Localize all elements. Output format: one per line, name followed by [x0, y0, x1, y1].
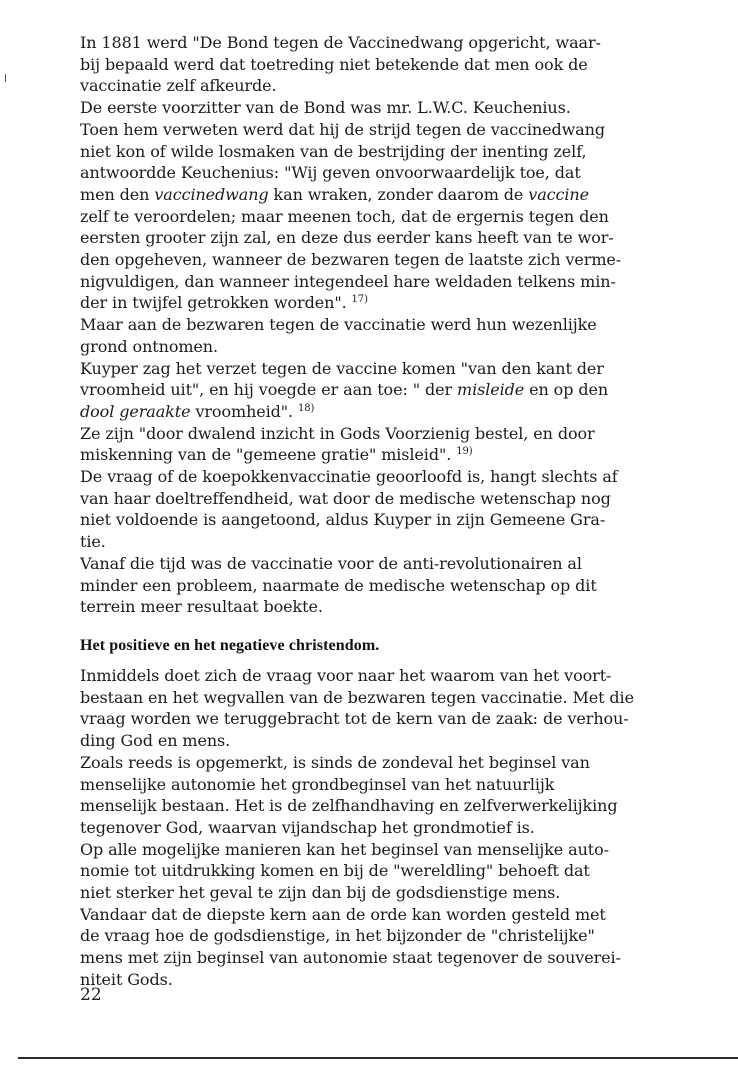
emphasis: vaccine [528, 184, 589, 204]
text-line: menselijke autonomie het grondbeginsel van het natuurlijk [80, 774, 555, 794]
paragraph [80, 752, 680, 839]
paragraph [80, 904, 680, 991]
text-line: niet sterker het geval te zijn dan bij de godsdienstige mens. [80, 883, 561, 903]
emphasis: vaccinedwang [154, 184, 269, 204]
text-line: zelf te veroordelen; maar meenen toch, dat de ergernis tegen den [80, 206, 609, 226]
text-line: mens met zijn beginsel van autonomie staat tegenover de souverei- [80, 948, 621, 968]
paragraph [80, 665, 680, 752]
emphasis: misleide [457, 380, 525, 400]
text-line: niteit Gods. [80, 969, 173, 989]
bottom-rule [18, 1057, 738, 1059]
page-number: 22 [80, 985, 102, 1005]
section-heading: Het positieve en het negatieve christendom. [80, 636, 380, 654]
text-line: den opgeheven, wanneer de bezwaren tegen de laatste zich verme- [80, 250, 622, 270]
text-line: Toen hem verweten werd dat hij de strijd tegen de vaccinedwang [80, 119, 605, 139]
paragraph [80, 358, 680, 423]
text-line: De vraag of de koepokkenvaccinatie geoorloofd is, hangt slechts af [80, 467, 618, 487]
text-line: In 1881 werd "De Bond tegen de Vaccinedwang opgericht, waar- [80, 33, 601, 52]
text-line: miskenning van de "gemeene gratie" misleid". $^{19)}$ [80, 445, 473, 465]
text-line: Kuyper zag het verzet tegen de vaccine komen "van den kant der [80, 358, 604, 378]
text-line: Ze zijn "door dwalend inzicht in Gods Voorzienig bestel, en door [80, 423, 595, 443]
text-line: vraag worden we teruggebracht tot de kern van de zaak: de verhou- [80, 709, 629, 729]
paragraph [80, 423, 680, 466]
text-line: bestaan en het wegvallen van de bezwaren tegen vaccinatie. Met die [80, 687, 634, 707]
text-line: minder een probleem, naarmate de medische wetenschap op dit [80, 575, 597, 595]
paragraph [80, 466, 680, 553]
paragraph [80, 839, 680, 904]
paragraph [80, 97, 680, 119]
text-line: vaccinatie zelf afkeurde. [80, 76, 277, 96]
text-line: Op alle mogelijke manieren kan het beginsel van menselijke auto- [80, 839, 609, 859]
text-line: De eerste voorzitter van de Bond was mr. L.W.C. Keuchenius. [80, 98, 571, 118]
footnote-reference: 17) [351, 294, 368, 306]
text-line: niet kon of wilde losmaken van de bestrijding der inenting zelf, [80, 141, 587, 161]
text-line: Vandaar dat de diepste kern aan de orde kan worden gesteld met [80, 904, 606, 924]
text-line: nigvuldigen, dan wanneer integendeel hare weldaden telkens min- [80, 271, 616, 291]
body-text [80, 32, 680, 991]
text-line: Inmiddels doet zich de vraag voor naar het waarom van het voort- [80, 665, 612, 685]
text-line: bij bepaald werd dat toetreding niet betekende dat men ook de [80, 54, 588, 74]
text-line: eersten grooter zijn zal, en deze dus eerder kans heeft van te wor- [80, 228, 614, 248]
text-line: tie. [80, 532, 106, 552]
text-line: nomie tot uitdrukking komen en bij de "wereldling" behoeft dat [80, 861, 590, 881]
paragraph [80, 553, 680, 618]
text-line: vroomheid uit", en hij voegde er aan toe: " der misleide en op den [80, 380, 609, 400]
paragraph [80, 119, 680, 314]
footnote-reference: 18) [298, 402, 315, 414]
text-line: terrein meer resultaat boekte. [80, 597, 323, 617]
text-line: grond ontnomen. [80, 336, 218, 356]
text-line: van haar doeltreffendheid, wat door de medische wetenschap nog [80, 488, 611, 508]
text-line: antwoordde Keuchenius: "Wij geven onvoorwaardelijk toe, dat [80, 163, 581, 183]
text-line: Maar aan de bezwaren tegen de vaccinatie werd hun wezenlijke [80, 315, 597, 335]
text-line: men den vaccinedwang kan wraken, zonder daarom de vaccine [80, 184, 589, 204]
text-line: Zoals reeds is opgemerkt, is sinds de zondeval het beginsel van [80, 752, 590, 772]
paragraph [80, 314, 680, 357]
text-line: tegenover God, waarvan vijandschap het grondmotief is. [80, 817, 535, 837]
text-line: der in twijfel getrokken worden". $^{17)}$ [80, 293, 368, 313]
text-line: dool geraakte vroomheid". $^{18)}$ [80, 401, 315, 421]
text-line: Vanaf die tijd was de vaccinatie voor de anti-revolutionairen al [80, 553, 582, 573]
text-line: niet voldoende is aangetoond, aldus Kuyper in zijn Gemeene Gra- [80, 510, 606, 530]
paragraph [80, 32, 680, 97]
text-line: ding God en mens. [80, 731, 231, 751]
footnote-reference: 19) [456, 446, 473, 458]
emphasis: dool geraakte [80, 401, 191, 421]
margin-mark [5, 74, 6, 82]
text-line: menselijk bestaan. Het is de zelfhandhaving en zelfverwerkelijking [80, 796, 618, 816]
text-line: de vraag hoe de godsdienstige, in het bijzonder de "christelijke" [80, 926, 595, 946]
